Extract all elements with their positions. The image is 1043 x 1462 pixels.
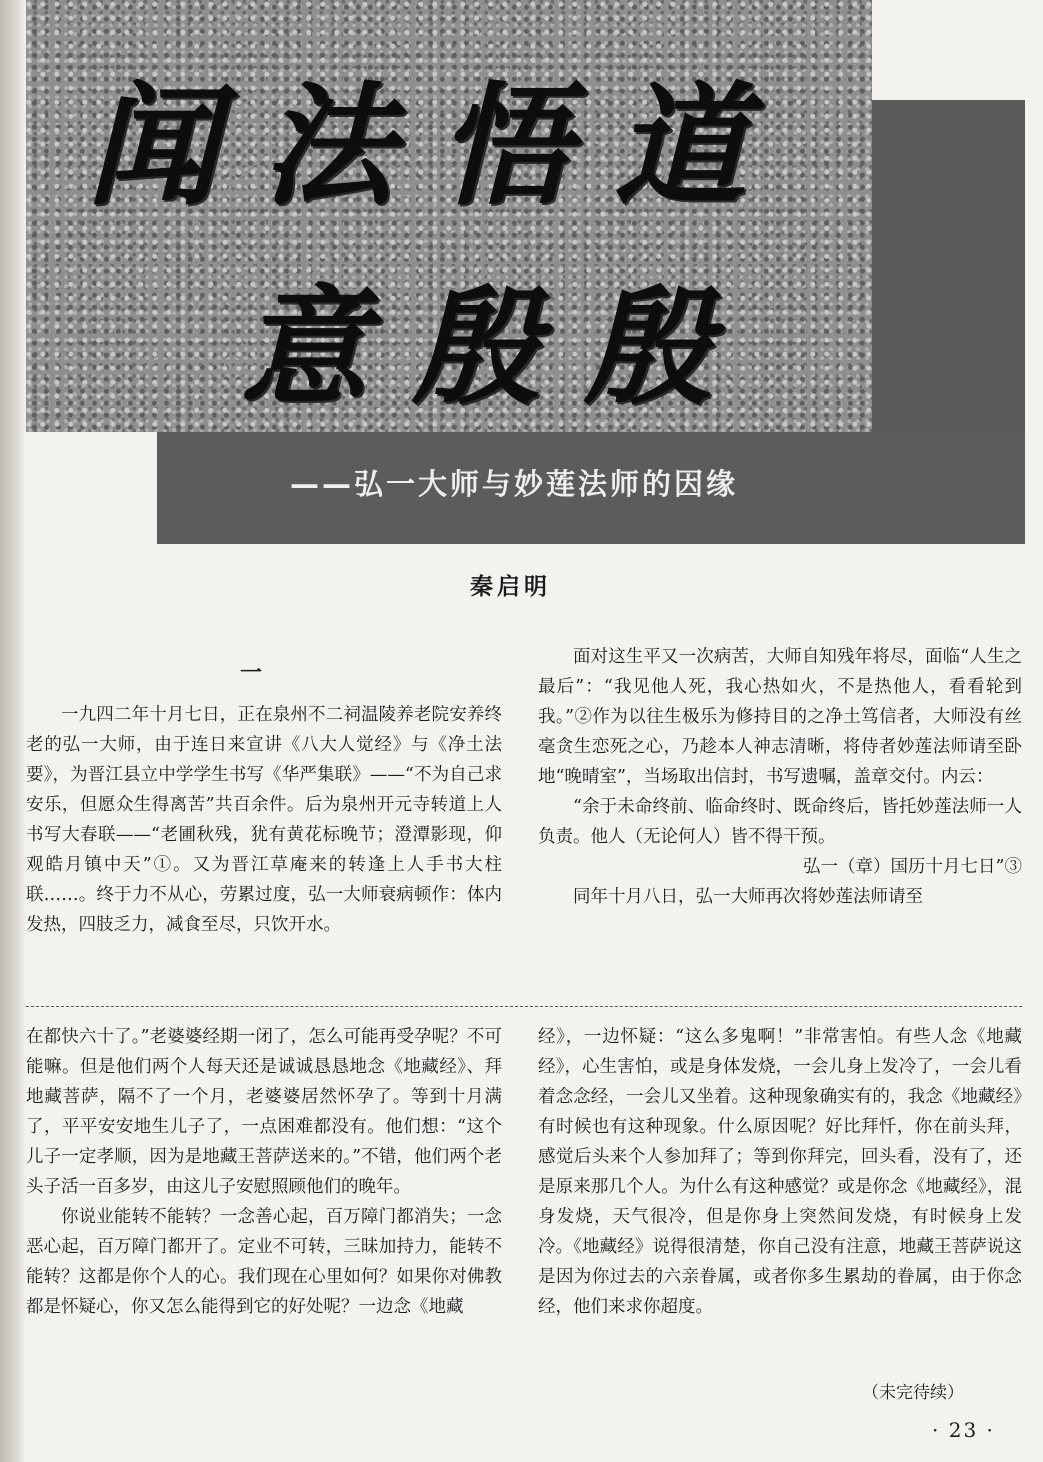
paragraph: 面对这生平又一次病苦，大师自知残年将尽，面临“人生之最后”：“我见他人死，我心热如火，不是热他人，看看轮到我。”②作为以往生极乐为修持目的之净土笃信者，大师没有丝毫贪生恋死之心，乃趁本人神志清晰，将侍者妙莲法师请至卧地“晚晴室”，当场取出信封，书写遗嘱，盖章交付。内云： [538,647,1022,787]
bottom-left-column [26,1022,502,1322]
paragraph: 在都快六十了。”老婆婆经期一闭了，怎么可能再受孕呢？不可能嘛。但是他们两个人每天还是诚诚恳恳地念《地藏经》、拜地藏菩萨，隔不了一个月，老婆婆居然怀孕了。等到十月满了，平平安安地生儿子了，一点困难都没有。他们想：“这个儿子一定孝顺，因为是地藏王菩萨送来的。”不错，他们两个老头子活一百多岁，由这儿子安慰照顾他们的晚年。 [26,1027,502,1197]
article-subtitle: ——弘一大师与妙莲法师的因缘 [290,467,739,501]
to-be-continued-note: （未完待续） [862,1383,964,1403]
page-number: · 23 · [932,1418,995,1442]
top-right-column [538,642,1022,912]
article-divider [26,1006,1022,1007]
top-left-column [26,700,502,940]
will-quote: “余于未命终前、临命终时、既命终后，皆托妙莲法师一人负责。他人（无论何人）皆不得干预。 [538,797,1022,847]
title-calligraphy-line1: 闻法悟道 [86,69,790,224]
paragraph: 你说业能转不能转？一念善心起，百万障门都消失；一念恶心起，百万障门都开了。定业不可转，三昧加持力，能转不能转？这都是你个人的心。我们现在心里如何？如果你对佛教都是怀疑心，你又怎么能得到它的好处呢？一边念《地藏 [26,1207,502,1317]
section-number: 一 [240,660,263,686]
title-banner-dark-block [872,100,1025,432]
page-edge-shadow [0,0,26,1462]
paragraph: 经》，一边怀疑：“这么多鬼啊！”非常害怕。有些人念《地藏经》，心生害怕，或是身体发烧，一会儿身上发冷了，一会儿看着念念经，一会儿又坐着。这种现象确实有的，我念《地藏经》有时候也有这种现象。什么原因呢？好比拜忏，你在前头拜，感觉后头来个人参加拜了；等到你拜完，回头看，没有了，还是原来那几个人。为什么有这种感觉？或是你念《地藏经》，混身发烧，天气很冷，但是你身上突然间发烧，有时候身上发冷。《地藏经》说得很清楚，你自己没有注意，地藏王菩萨说这是因为你过去的六亲眷属，或者你多生累劫的眷属，由于你念经，他们来求你超度。 [538,1027,1022,1317]
paragraph: 一九四二年十月七日，正在泉州不二祠温陵养老院安养终老的弘一大师，由于连日来宣讲《八大人觉经》与《净土法要》，为晋江县立中学学生书写《华严集联》——“不为自己求安乐，但愿众生得离苦”共百余件。后为泉州开元寺转道上人书写大春联——“老圃秋残，犹有黄花标晚节；澄潭影现，仰观皓月镇中天”①。又为晋江草庵来的转逢上人手书大柱联……。终于力不从心，劳累过度，弘一大师衰病顿作：体内发热，四肢乏力，减食至尽，只饮开水。 [26,705,502,935]
author-name: 秦启明 [470,573,551,600]
bottom-right-column [538,1022,1022,1322]
paragraph: 同年十月八日，弘一大师再次将妙莲法师请至 [573,887,923,907]
will-signature: 弘一（章）国历十月七日”③ [803,857,1022,877]
title-calligraphy-line2: 意殷殷 [240,273,757,423]
